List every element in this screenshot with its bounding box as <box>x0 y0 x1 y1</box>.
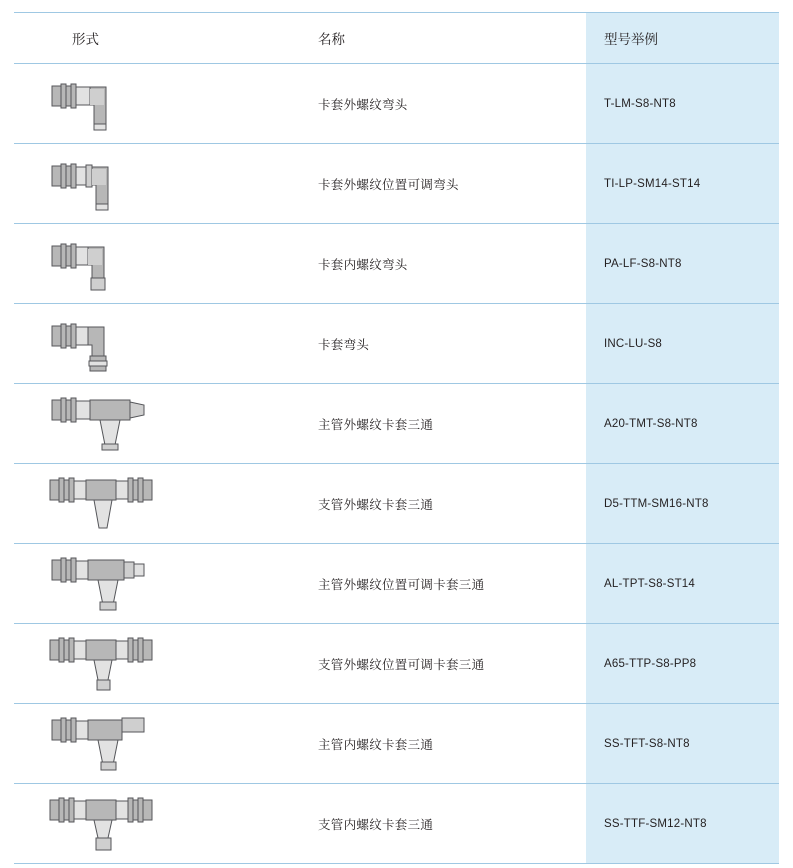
fitting-model: T-LM-S8-NT8 <box>586 64 779 144</box>
table-row <box>14 144 779 224</box>
table-row <box>14 304 779 384</box>
elbow-male-adjustable-icon <box>44 152 194 216</box>
figure-cell <box>14 704 304 784</box>
figure-cell <box>14 544 304 624</box>
tee-branch-female-icon <box>44 792 194 856</box>
figure-cell <box>14 144 304 224</box>
figure-cell <box>14 64 304 144</box>
fitting-name: 卡套弯头 <box>304 304 586 384</box>
fitting-model: SS-TFT-S8-NT8 <box>586 704 779 784</box>
figure-cell <box>14 624 304 704</box>
fitting-model: AL-TPT-S8-ST14 <box>586 544 779 624</box>
fitting-name: 主管外螺纹位置可调卡套三通 <box>304 544 586 624</box>
fitting-model: SS-TTF-SM12-NT8 <box>586 784 779 864</box>
table-row <box>14 624 779 704</box>
fitting-model: A65-TTP-S8-PP8 <box>586 624 779 704</box>
tee-run-female-icon <box>44 712 194 776</box>
elbow-female-thread-icon <box>44 232 194 296</box>
figure-cell <box>14 784 304 864</box>
column-header-name: 名称 <box>304 13 586 64</box>
fitting-name: 支管内螺纹卡套三通 <box>304 784 586 864</box>
figure-cell <box>14 304 304 384</box>
fitting-name: 卡套内螺纹弯头 <box>304 224 586 304</box>
fittings-table <box>14 12 779 864</box>
fitting-name: 支管外螺纹位置可调卡套三通 <box>304 624 586 704</box>
fitting-name: 支管外螺纹卡套三通 <box>304 464 586 544</box>
tee-run-male-icon <box>44 392 194 456</box>
fitting-name: 主管内螺纹卡套三通 <box>304 704 586 784</box>
tee-run-male-adjustable-icon <box>44 552 194 616</box>
table-row <box>14 544 779 624</box>
fitting-name: 主管外螺纹卡套三通 <box>304 384 586 464</box>
fitting-model: PA-LF-S8-NT8 <box>586 224 779 304</box>
elbow-male-thread-icon <box>44 72 194 136</box>
column-header-form: 形式 <box>14 13 304 64</box>
header-row <box>14 13 779 64</box>
table-row <box>14 64 779 144</box>
figure-cell <box>14 464 304 544</box>
figure-cell <box>14 384 304 464</box>
fitting-model: D5-TTM-SM16-NT8 <box>586 464 779 544</box>
fitting-model: INC-LU-S8 <box>586 304 779 384</box>
fitting-model: TI-LP-SM14-ST14 <box>586 144 779 224</box>
elbow-union-icon <box>44 312 194 376</box>
figure-cell <box>14 224 304 304</box>
table-row <box>14 464 779 544</box>
fitting-model: A20-TMT-S8-NT8 <box>586 384 779 464</box>
table-row <box>14 784 779 864</box>
fitting-name: 卡套外螺纹位置可调弯头 <box>304 144 586 224</box>
tee-branch-male-icon <box>44 472 194 536</box>
column-header-model: 型号举例 <box>586 13 779 64</box>
table-row <box>14 704 779 784</box>
table-body <box>14 64 779 864</box>
tee-branch-male-adjustable-icon <box>44 632 194 696</box>
table-row <box>14 224 779 304</box>
table-header <box>14 13 779 64</box>
fitting-name: 卡套外螺纹弯头 <box>304 64 586 144</box>
table-row <box>14 384 779 464</box>
